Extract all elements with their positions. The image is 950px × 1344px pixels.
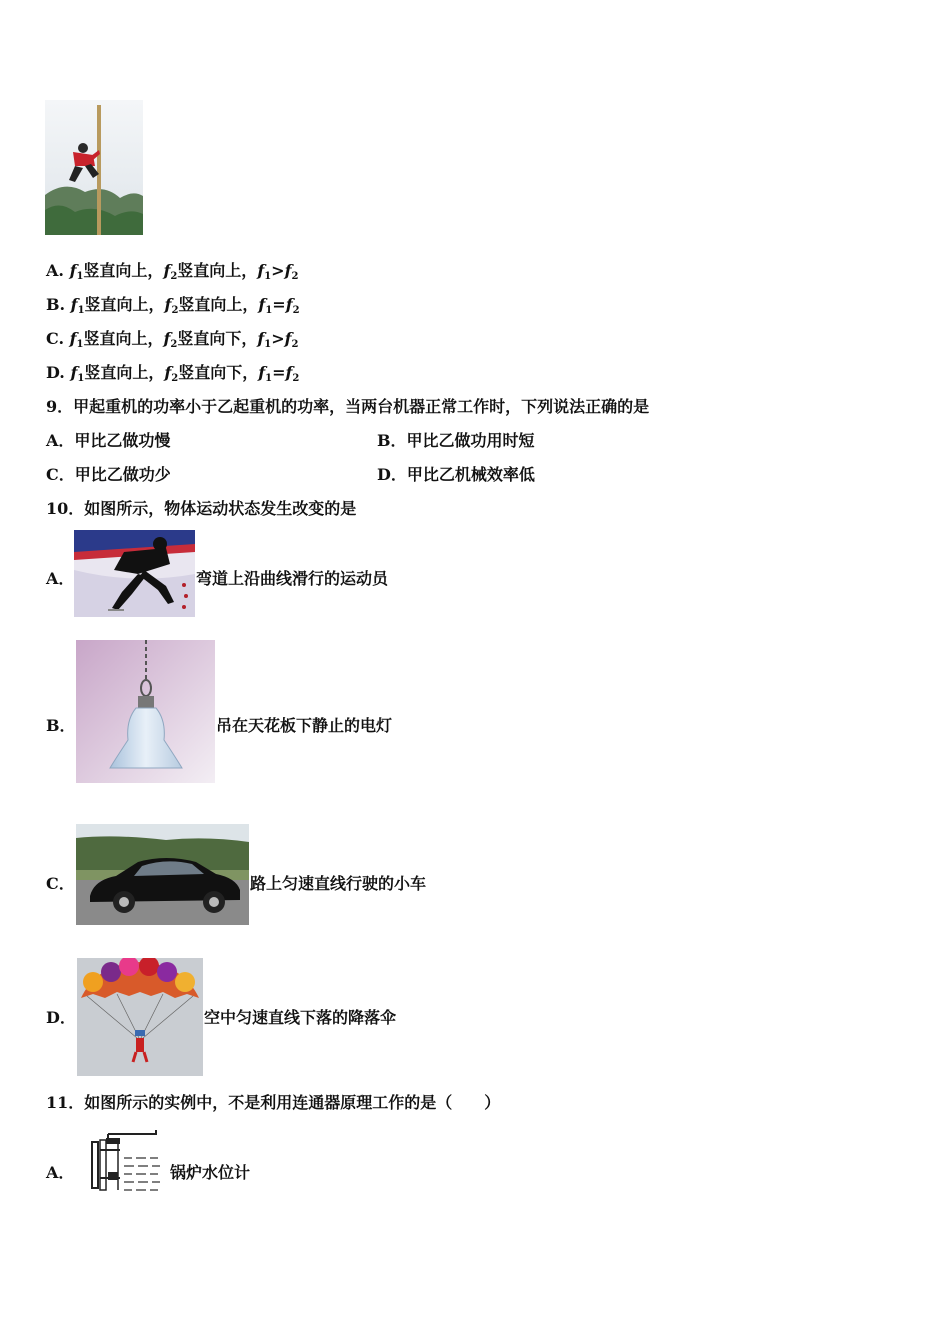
q10-option-d-label[interactable]: D． [46,1008,76,1027]
q10-option-c-label[interactable]: C． [46,874,75,893]
hanging-lamp-image [76,640,215,783]
q10-option-a-text: 弯道上沿曲线滑行的运动员 [196,569,389,588]
q9-option-a[interactable]: A．甲比乙做功慢 [46,431,171,450]
parachute-image [77,958,203,1076]
q10-option-d-text: 空中匀速直线下落的降落伞 [204,1008,397,1027]
pole-climber-image [45,100,143,235]
q9-stem: 9．甲起重机的功率小于乙起重机的功率，当两台机器正常工作时，下列说法正确的是 [46,397,650,416]
q9-option-d[interactable]: D．甲比乙机械效率低 [377,465,535,484]
q10-option-b-text: 吊在天花板下静止的电灯 [216,716,393,735]
speed-skater-image [74,530,195,617]
q10-option-b-label[interactable]: B． [46,716,76,735]
boiler-water-gauge-image [84,1128,168,1200]
q8-option-a[interactable]: A. $f_1$竖直向上，$f_2$竖直向上，$f_1>f_2$ [46,261,299,282]
black-car-image [76,824,249,925]
q9-option-b[interactable]: B．甲比乙做功用时短 [377,431,535,450]
q10-option-c-text: 路上匀速直线行驶的小车 [250,874,427,893]
q10-stem: 10．如图所示，物体运动状态发生改变的是 [46,499,357,518]
q11-stem: 11．如图所示的实例中，不是利用连通器原理工作的是（ ） [46,1093,501,1112]
q8-option-c[interactable]: C. $f_1$竖直向上，$f_2$竖直向下，$f_1>f_2$ [46,329,299,350]
q8-option-d[interactable]: D. $f_1$竖直向上，$f_2$竖直向下，$f_1=f_2$ [46,363,300,384]
q8-option-b[interactable]: B. $f_1$竖直向上，$f_2$竖直向上，$f_1=f_2$ [46,295,300,316]
q9-option-c[interactable]: C．甲比乙做功少 [46,465,171,484]
q10-option-a-label[interactable]: A． [46,569,75,588]
q11-option-a-text: 锅炉水位计 [170,1163,251,1182]
q11-option-a-label[interactable]: A． [46,1163,75,1182]
